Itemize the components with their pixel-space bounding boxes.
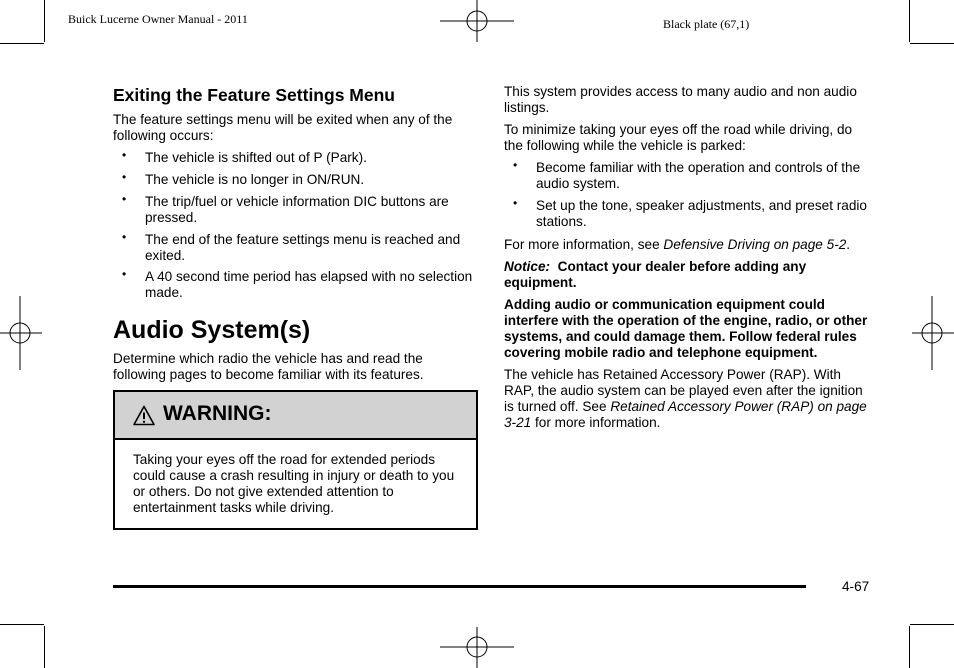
audio-access-text: This system provides access to many audio and non audio listings.	[504, 84, 857, 115]
list-item: • A 40 second time period has elapsed with no selection made.	[122, 267, 473, 300]
footer-rule	[113, 585, 806, 588]
left-column	[113, 84, 478, 383]
warning-title: WARNING:	[163, 402, 272, 425]
manual-title-header: Buick Lucerne Owner Manual - 2011	[68, 12, 248, 26]
right-column	[504, 84, 870, 431]
warning-text: Taking your eyes off the road for extended periods could cause a crash resulting in injury or death to you or others. Do not give extended attention to entertainment tasks while driving.	[133, 452, 455, 515]
rap-reference[interactable]: Retained Accessory Power (RAP) on page 3-21	[504, 399, 867, 430]
exiting-intro-text: The feature settings menu will be exited when any of the following occurs:	[113, 112, 453, 143]
warning-box	[113, 390, 478, 530]
plate-label-header: Black plate (67,1)	[663, 17, 750, 31]
registration-mark-left	[0, 296, 42, 370]
list-item: • The vehicle is no longer in ON/RUN.	[122, 170, 365, 187]
list-item: • Set up the tone, speaker adjustments, and preset radio stations.	[513, 196, 867, 229]
notice-detail-text: Adding audio or communication equipment could interfere with the operation of the engine, radio, or other systems, and could damage them. Follow federal rules covering mobile radio and telephone equipment.	[504, 297, 868, 360]
registration-mark-right	[912, 296, 954, 370]
defensive-driving-reference[interactable]: Defensive Driving on page 5-2	[663, 237, 847, 252]
registration-mark-bottom	[440, 627, 514, 668]
parked-tasks-list	[504, 160, 870, 230]
list-item: • The vehicle is shifted out of P (Park).	[122, 148, 367, 165]
list-item: • Become familiar with the operation and controls of the audio system.	[513, 158, 861, 191]
more-info-text: For more information, see Defensive Driving on page 5-2.	[504, 237, 851, 252]
list-item: • The end of the feature settings menu is reached and exited.	[122, 230, 461, 263]
registration-mark-top	[440, 0, 514, 42]
page-number: 4-67	[842, 579, 870, 594]
minimize-distraction-text: To minimize taking your eyes off the road while driving, do the following while the vehicle is parked:	[504, 122, 853, 153]
audio-intro-text: Determine which radio the vehicle has and read the following pages to become familiar with its features.	[113, 351, 424, 382]
notice-text: Notice: Contact your dealer before adding any equipment.	[504, 259, 807, 290]
exiting-conditions-list	[113, 150, 478, 301]
section-heading-exiting-menu: Exiting the Feature Settings Menu	[113, 85, 395, 105]
notice-label: Notice:	[504, 259, 551, 274]
list-item: • The trip/fuel or vehicle information DIC buttons are pressed.	[122, 192, 449, 225]
warning-triangle-icon	[133, 405, 155, 426]
warning-header	[115, 392, 476, 440]
rap-text: The vehicle has Retained Accessory Power (RAP). With RAP, the audio system can be played even after the ignition is turned off. See Retained Accessory Power (RAP) on page 3-21 for more information.	[504, 367, 867, 430]
section-title-audio-systems: Audio System(s)	[113, 316, 311, 344]
